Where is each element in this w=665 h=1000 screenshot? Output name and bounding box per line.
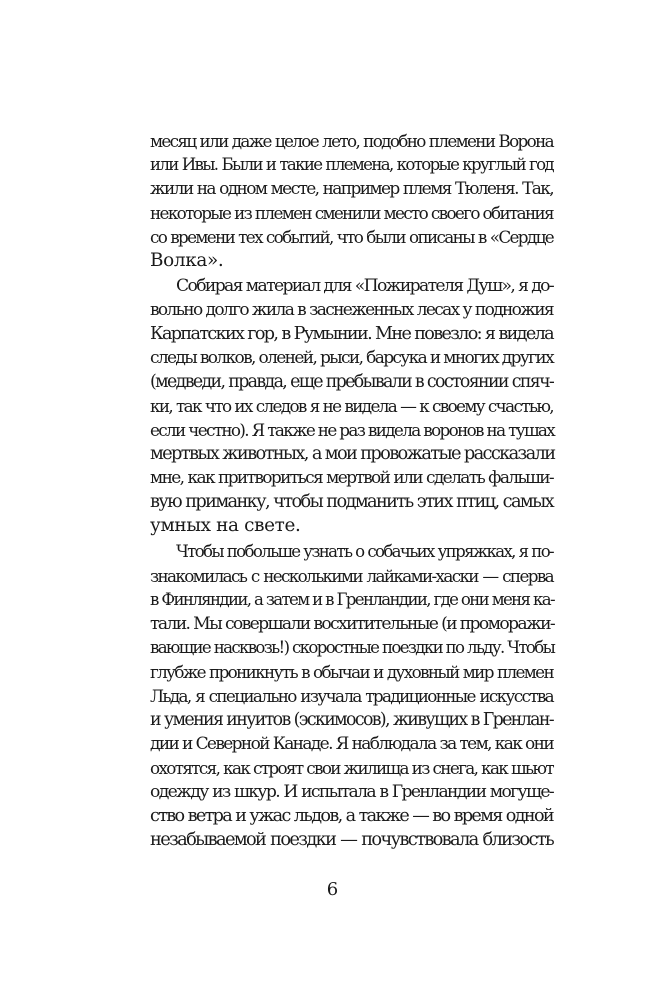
text-line: дии и Северной Канаде. Я наблюдала за тем, как они: [150, 734, 553, 754]
page-number: 6: [326, 879, 339, 900]
text-line: умных на свете.: [150, 515, 301, 536]
text-line: Волка».: [150, 250, 224, 271]
text-line: в Финляндии, а затем и в Гренландии, где они меня ка-: [150, 590, 554, 609]
text-line: ство ветра и ужас льдов, а также — во время одной: [150, 806, 553, 826]
text-line: следы волков, оленей, рыси, барсука и многих других: [150, 348, 554, 368]
text-line: Собирая материал для «Пожирателя Душ», я до-: [176, 276, 553, 296]
text-line: вую приманку, чтобы подманить этих птиц, самых: [150, 491, 553, 512]
text-line: жили на одном месте, например племя Тюленя. Так,: [150, 179, 553, 199]
text-line: ки, так что их следов я не видела — к своему счастью,: [150, 396, 553, 416]
text-line: знакомилась с несколькими лайками-хаски — сперва: [150, 566, 553, 586]
text-line: Льда, я специально изучала традиционные искусства: [150, 686, 553, 706]
text-line: или Ивы. Были и такие племена, которые круглый год: [150, 155, 553, 174]
text-line: мертвых животных, а мои провожатые рассказали: [150, 443, 555, 464]
text-line: мне, как притвориться мертвой или сделать фальши-: [150, 468, 553, 488]
text-line: Чтобы побольше узнать о собачьих упряжках, я по-: [176, 542, 553, 561]
text-line: месяц или даже целое лето, подобно племени Ворона: [150, 131, 553, 151]
text-line: Карпатских гор, в Румынии. Мне повезло: я видела: [150, 324, 553, 344]
text-line: вольно долго жила в заснеженных лесах у подножия: [150, 300, 553, 320]
text-line: и умения инуитов (эскимосов), живущих в Гренлан-: [150, 710, 553, 730]
text-line: если честно). Я также не раз видела воронов на тушах: [150, 420, 555, 440]
text-line: (медведи, правда, еще пребывали в состоянии спяч-: [150, 372, 554, 392]
text-line: тали. Мы совершали восхитительные (и проморажи-: [150, 614, 555, 634]
text-line: одежду из шкур. И испытала в Гренландии могуще-: [150, 782, 553, 802]
text-line: вающие насквозь!) скоростные поездки по льду. Чтобы: [150, 638, 555, 657]
text-line: незабываемой поездки — почувствовала близость: [150, 829, 553, 850]
text-line: охотятся, как строят свои жилища из снега, как шьют: [150, 758, 553, 778]
text-line: глубже проникнуть в обычаи и духовный мир племен: [150, 662, 553, 682]
text-line: со времени тех событий, что были описаны в «Сердце: [150, 227, 553, 247]
text-line: некоторые из племен сменили место своего обитания: [150, 203, 553, 223]
